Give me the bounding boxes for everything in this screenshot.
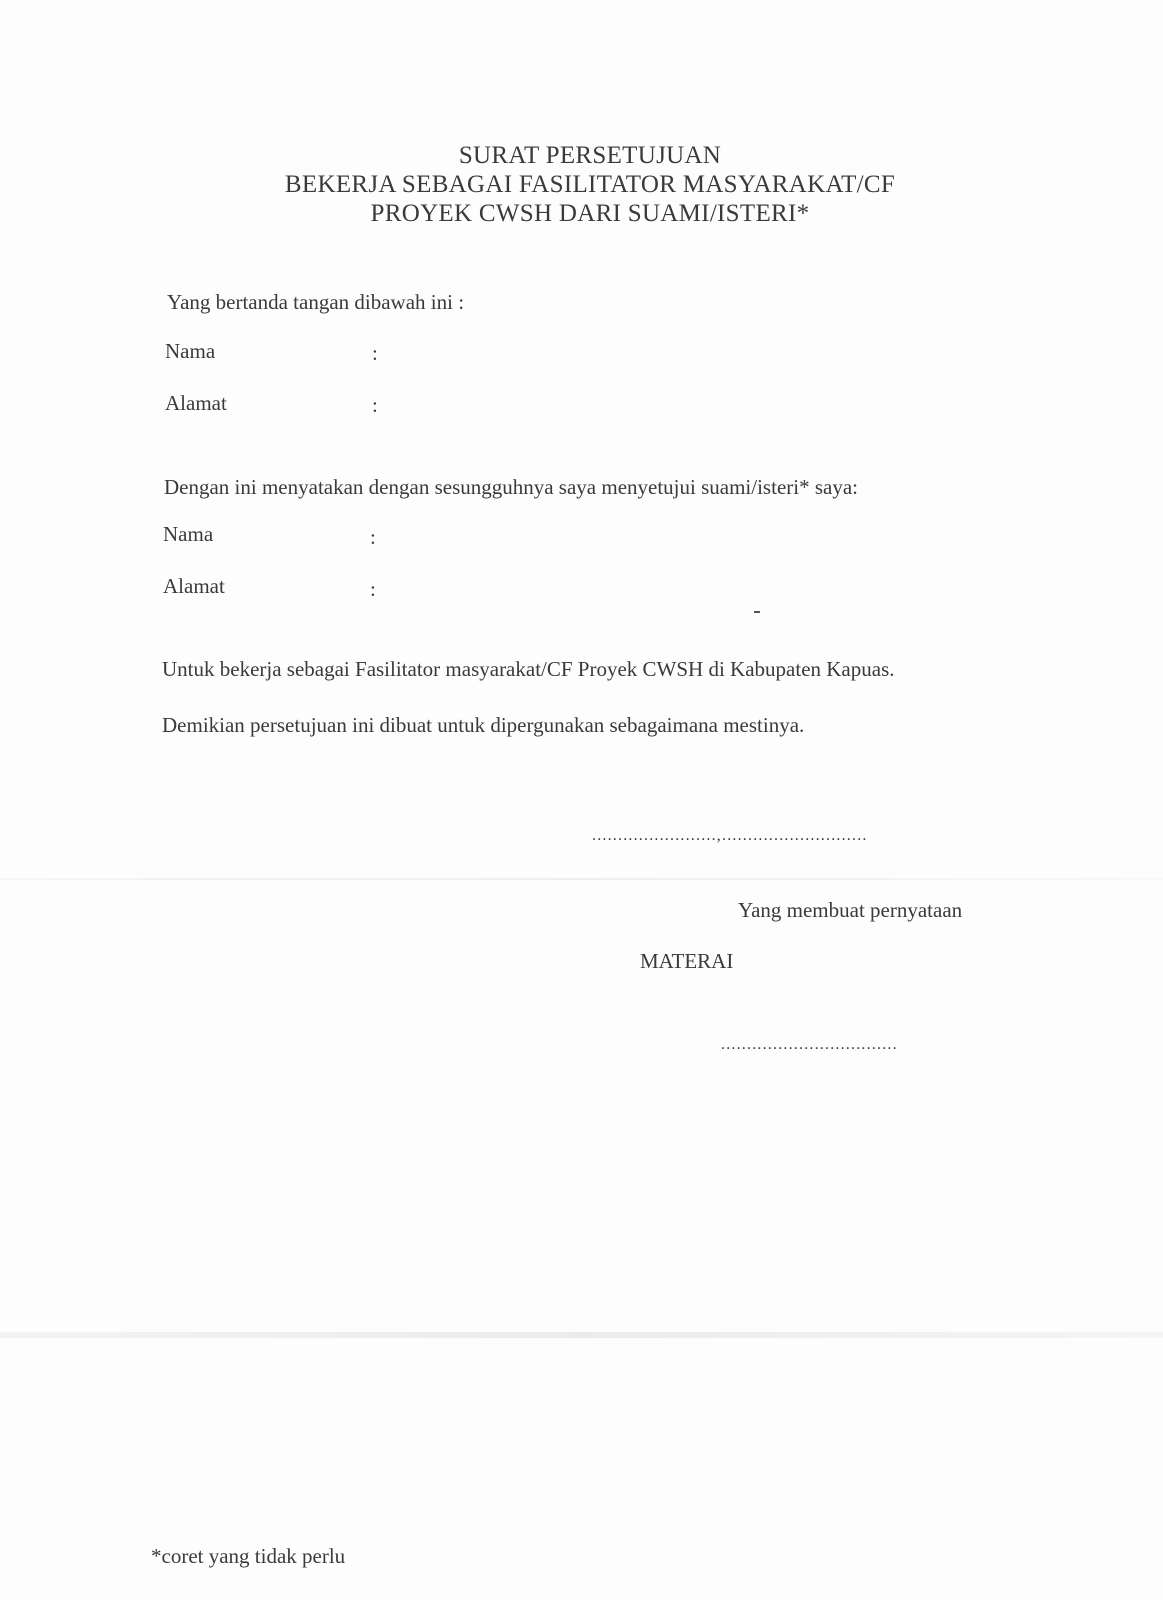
stamp-label: MATERAI: [640, 949, 734, 973]
signer-name-label: Nama: [165, 339, 216, 363]
spouse-name-label: Nama: [163, 522, 214, 546]
purpose-text: Untuk bekerja sebagai Fasilitator masyarakat/CF Proyek CWSH di Kabupaten Kapuas.: [162, 657, 895, 681]
signature-dots: ..................................: [721, 1036, 898, 1053]
statement-text: Dengan ini menyatakan dengan sesungguhnya saya menyetujui suami/isteri* saya:: [164, 475, 858, 499]
signer-address-colon: :: [372, 393, 378, 417]
scan-fold-line: [0, 878, 1163, 880]
document-title-line-1: SURAT PERSETUJUAN: [458, 142, 722, 169]
document-title-line-2: BEKERJA SEBAGAI FASILITATOR MASYARAKAT/CF: [284, 171, 896, 198]
scan-speck: [754, 611, 760, 613]
intro-text: Yang bertanda tangan dibawah ini :: [167, 290, 465, 314]
signer-caption: Yang membuat pernyataan: [738, 898, 963, 922]
spouse-name-colon: :: [370, 525, 376, 549]
signer-name-colon: :: [372, 341, 378, 365]
place-date-dots: ........................,............................: [592, 827, 868, 844]
spouse-address-label: Alamat: [163, 574, 225, 598]
scan-fold-line: [0, 1332, 1163, 1338]
spouse-address-colon: :: [370, 577, 376, 601]
footnote-text: *coret yang tidak perlu: [151, 1544, 346, 1568]
closing-text: Demikian persetujuan ini dibuat untuk dipergunakan sebagaimana mestinya.: [162, 713, 805, 737]
document-title-line-3: PROYEK CWSH DARI SUAMI/ISTERI*: [370, 200, 810, 227]
signer-address-label: Alamat: [165, 391, 227, 415]
